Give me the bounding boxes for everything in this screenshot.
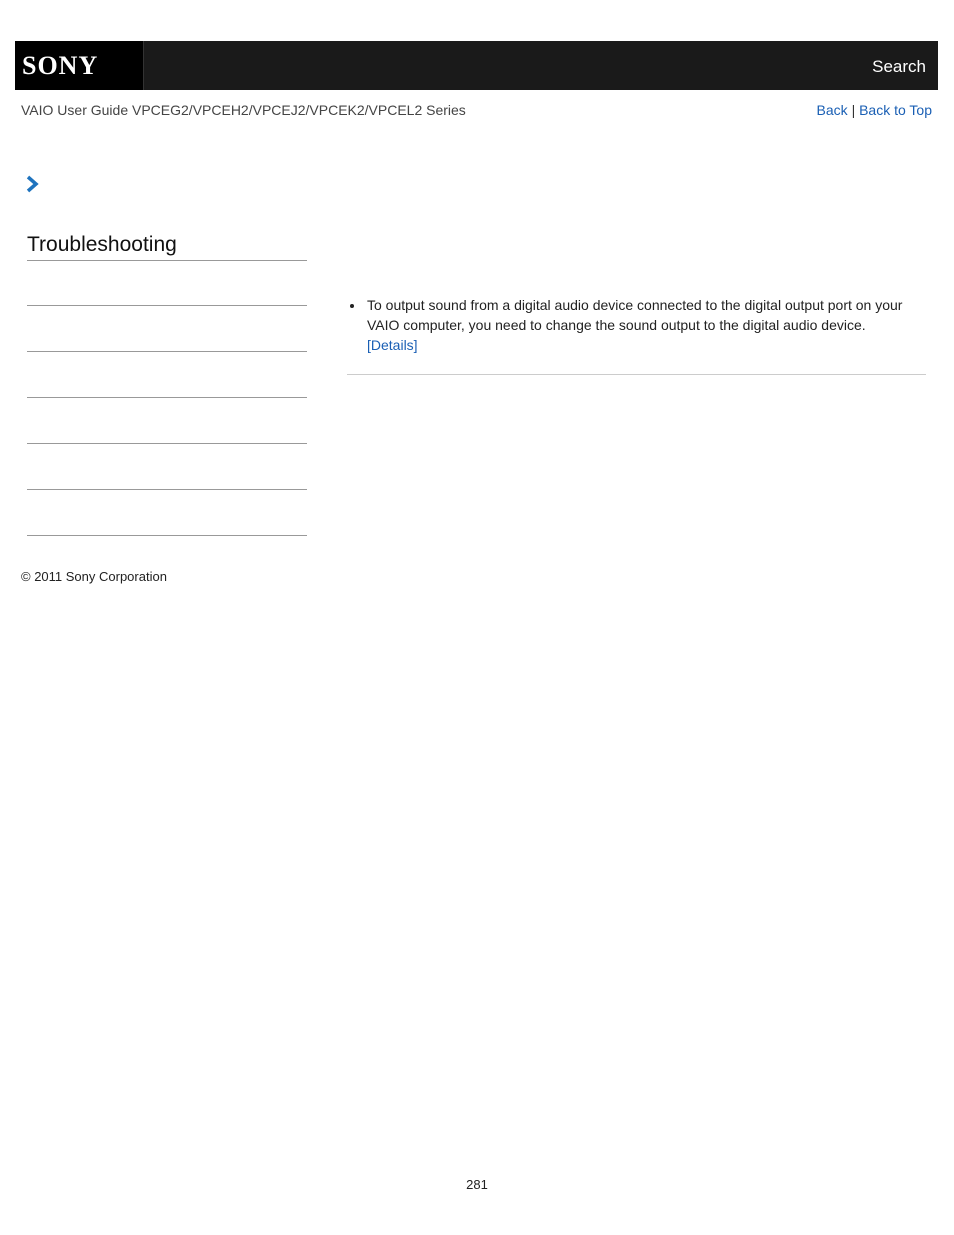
sidebar-item[interactable] — [27, 260, 307, 306]
sidebar-item[interactable] — [27, 490, 307, 536]
nav-links — [817, 101, 932, 119]
copyright-text: © 2011 Sony Corporation — [21, 569, 167, 584]
guide-subbar — [21, 101, 932, 121]
details-link[interactable]: [Details] — [367, 337, 418, 353]
breadcrumb-chevron-icon[interactable] — [26, 175, 40, 193]
nav-separator: | — [851, 102, 856, 118]
top-header-bar — [15, 41, 938, 90]
section-title: Troubleshooting — [27, 231, 307, 261]
page-number: 281 — [466, 1177, 488, 1192]
sidebar-item[interactable] — [27, 306, 307, 352]
guide-title: VAIO User Guide VPCEG2/VPCEH2/VPCEJ2/VPCEK2/VPCEL2 Series — [21, 102, 466, 118]
content-divider — [347, 374, 926, 375]
sony-logo[interactable] — [15, 41, 144, 90]
back-link[interactable]: Back — [816, 102, 848, 118]
sony-logo-text: SONY — [22, 51, 99, 80]
back-to-top-link[interactable]: Back to Top — [859, 102, 932, 118]
search-link[interactable]: Search — [872, 57, 926, 76]
main-content — [347, 295, 926, 355]
sidebar-item[interactable] — [27, 352, 307, 398]
bullet-icon — [350, 304, 354, 308]
sidebar-item[interactable] — [27, 444, 307, 490]
sidebar-item[interactable] — [27, 398, 307, 444]
sidebar-nav-list — [27, 260, 307, 536]
list-item-text: To output sound from a digital audio device connected to the digital output port on your VAIO computer, you need to change the sound output to the digital audio device. — [367, 297, 903, 333]
sidebar — [27, 231, 307, 261]
list-item — [347, 295, 926, 355]
